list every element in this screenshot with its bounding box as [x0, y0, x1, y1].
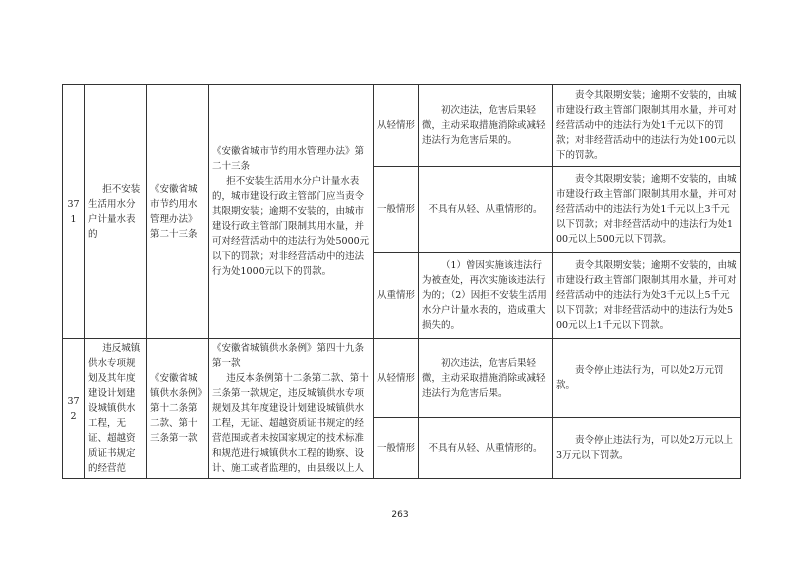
penalty-standard: 责令停止违法行为，可以处2万元罚款。: [553, 339, 741, 418]
basis-heading: 《安徽省城市节约用水管理办法》第二十三条: [212, 146, 365, 172]
plot-condition: （1）曾因实施该违法行为被查处，再次实施该违法行为的；（2）因拒不安装生活用水分户计量水表的，造成重大损失的。: [419, 253, 553, 339]
penalty-standard: 责令其限期安装；逾期不安装的，由城市建设行政主管部门限制其用水量，并可对经营活动中的违法行为处3千元以上5千元以下罚款；对非经营活动中的违法行为处500元以上1千元以下罚款。: [553, 253, 741, 339]
table-row: [63, 339, 741, 418]
basis-heading: 《安徽省城镇供水条例》第四十九条第一款: [212, 343, 365, 369]
penalty-basis: [209, 85, 374, 339]
plot-level: 从轻情形: [374, 85, 419, 167]
plot-condition: 不具有从轻、从重情形的。: [419, 167, 553, 253]
legal-provision: 《安徽省城镇供水条例》第十二条第二款、第十三条第一款: [147, 339, 209, 479]
penalty-standard: 责令其限期安装；逾期不安装的，由城市建设行政主管部门限制其用水量，并可对经营活动中的违法行为处1千元以上3千元以下罚款；对非经营活动中的违法行为处100元以上500元以下罚款。: [553, 167, 741, 253]
plot-level: 一般情形: [374, 167, 419, 253]
plot-level: 从重情形: [374, 253, 419, 339]
plot-condition: 初次违法，危害后果轻微，主动采取措施消除或减轻违法行为危害后果的。: [419, 85, 553, 167]
penalty-standard: 责令其限期安装；逾期不安装的，由城市建设行政主管部门限制其用水量，并可对经营活动中的违法行为处1千元以下的罚款；对非经营活动中的违法行为处100元以下的罚款。: [553, 85, 741, 167]
violation-name: 违反城镇供水专项规划及其年度建设计划建设城镇供水工程，无证、超越资质证书规定的经营范: [85, 339, 147, 479]
basis-text: 拒不安装生活用水分户计量水表的，城市建设行政主管部门应当责令其限期安装；逾期不安装的，由城市建设行政主管部门限制其用水量，并可对经营活动中的违法行为处5000元以下的罚款；对非经营活动中的违法行为处1000元以下的罚款。: [212, 176, 370, 277]
basis-text: 违反本条例第十二条第二款、第十三条第一款规定，违反城镇供水专项规划及其年度建设计划建设城镇供水工程，无证、超越资质证书规定的经营范围或者未按国家规定的技术标准和规范进行城镇供水工程的勘察、设计、施工或者监理的，由县级以上人: [212, 373, 369, 474]
penalty-standard: 责令停止违法行为，可以处2万元以上3万元以下罚款。: [553, 418, 741, 479]
penalty-basis: [209, 339, 374, 479]
violation-name: 拒不安装生活用水分户计量水表的: [85, 85, 147, 339]
page-number: 263: [391, 510, 409, 520]
plot-condition: 初次违法，危害后果轻微，主动采取措施消除或减轻违法行为危害后果。: [419, 339, 553, 418]
table-row: [63, 85, 741, 167]
row-number: 372: [63, 339, 85, 479]
row-number: 371: [63, 85, 85, 339]
discretion-standard-table: [62, 84, 741, 479]
legal-provision: 《安徽省城市节约用水管理办法》第二十三条: [147, 85, 209, 339]
plot-level: 从轻情形: [374, 339, 419, 418]
plot-condition: 不具有从轻、从重情形的。: [419, 418, 553, 479]
plot-level: 一般情形: [374, 418, 419, 479]
